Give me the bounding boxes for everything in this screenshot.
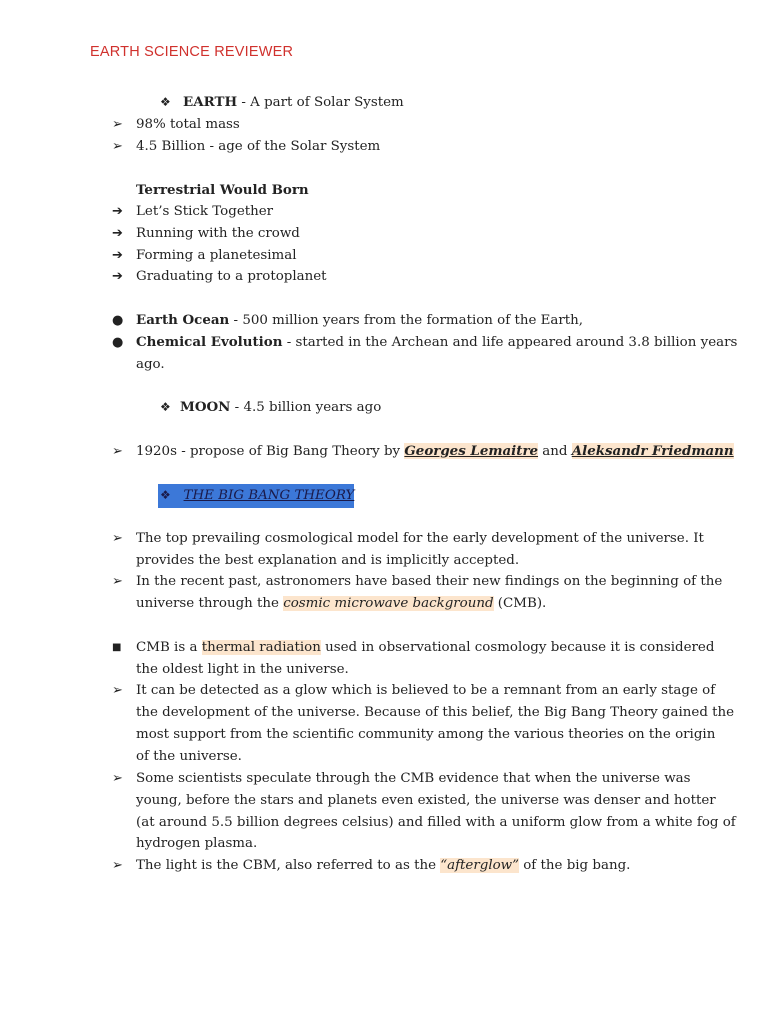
arrow-right-icon: ➔ xyxy=(112,226,123,241)
afterglow-highlight: “afterglow” xyxy=(440,858,519,873)
earth-label: EARTH xyxy=(183,94,238,110)
arrowhead-bullet-icon: ➢ xyxy=(112,574,123,589)
document-header: EARTH SCIENCE REVIEWER xyxy=(90,44,294,60)
diamond-bullet-icon: ❖ xyxy=(160,95,171,109)
arrowhead-bullet-icon: ➢ xyxy=(112,444,123,459)
arrowhead-bullet-icon: ➢ xyxy=(112,771,123,786)
document-page: EARTH SCIENCE REVIEWER ❖ EARTH - A part of Solar System ➢ 98% total mass ➢ 4.5 Billion - age of the Solar System Terrestrial Would Born ➔ Let’s Stick Together ➔ Running with the crowd ➔ Forming a planetesimal ➔ Graduating to a protoplanet ● Earth Ocean - 500 million years from the formation of the Earth, ● Chemical Evolution - started in the Archean and life appeared around 3.8 billion years ago. ❖ MOON - 4.5 billion years ago ➢ 1920s - propose of Big Bang Theory by Georges Lemaitre and Aleksandr Friedmann ❖ THE BIG BANG THEORY ➢ The top prevailing cosmological model for the early development of the universe. It provides the best explanation and is implicitly accepted. ➢ In the recent past, astronomers have based their new findings on the beginning of the universe through the cosmic microwave background (CMB). ■ CMB is a thermal radiation used in observational cosmology because it is considered the oldest light in the universe. ➢ It can be detected as a glow which is believed to be a remnant from an early stage of the development of the universe. Because of this belief, the Big Bang Theory gained the most support from the scientific community among the various theories on the origin of the universe. ➢ Some scientists speculate through the CMB evidence that when the universe was young, before the stars and planets even existed, the universe was denser and hotter (at around 5.5 billion degrees celsius) and filled with a uniform glow from a white fog of hydrogen plasma. ➢ The light is the CBM, also referred to as the “afterglow” of the big bang. xyxy=(0,0,768,1024)
diamond-bullet-icon: ❖ xyxy=(160,400,171,414)
square-bullet-icon: ■ xyxy=(112,642,122,653)
cmb-highlight: cosmic microwave background xyxy=(283,596,494,611)
thermal-radiation-highlight: thermal radiation xyxy=(201,640,321,655)
arrow-right-icon: ➔ xyxy=(112,269,123,284)
arrowhead-bullet-icon: ➢ xyxy=(112,117,123,132)
earth-desc: - A part of Solar System xyxy=(237,95,404,110)
dot-bullet-icon: ● xyxy=(112,313,124,328)
aleksandr-friedmann-link[interactable]: Aleksandr Friedmann xyxy=(571,443,734,459)
dot-bullet-icon: ● xyxy=(112,335,124,350)
arrow-right-icon: ➔ xyxy=(112,204,123,219)
arrowhead-bullet-icon: ➢ xyxy=(112,139,123,154)
georges-lemaitre-link[interactable]: Georges Lemaitre xyxy=(404,443,539,459)
diamond-bullet-icon: ❖ xyxy=(160,488,171,502)
arrowhead-bullet-icon: ➢ xyxy=(112,683,123,698)
arrowhead-bullet-icon: ➢ xyxy=(112,531,123,546)
arrow-right-icon: ➔ xyxy=(112,248,123,263)
big-bang-theory-link[interactable]: THE BIG BANG THEORY xyxy=(183,488,355,503)
arrowhead-bullet-icon: ➢ xyxy=(112,858,123,873)
